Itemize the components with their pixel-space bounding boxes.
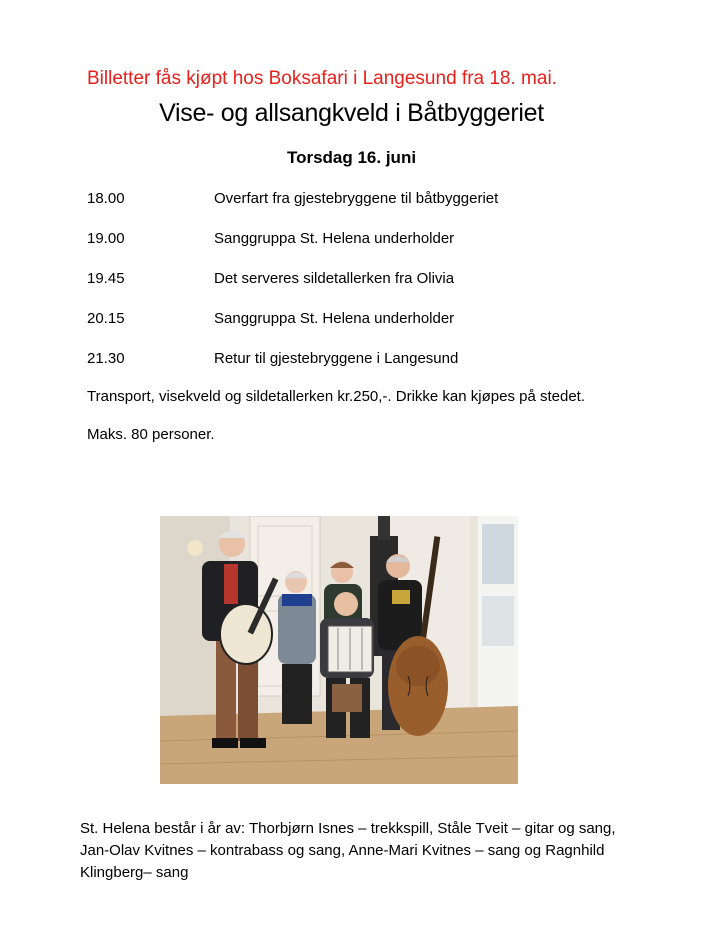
- schedule-description: Overfart fra gjestebryggene til båtbyggeriet: [214, 190, 499, 207]
- event-date: Torsdag 16. juni: [286, 148, 417, 167]
- schedule-description: Sanggruppa St. Helena underholder: [214, 310, 455, 327]
- schedule-description: Det serveres sildetallerken fra Olivia: [214, 270, 455, 287]
- schedule-time: 18.00: [87, 190, 125, 207]
- schedule-time: 20.15: [87, 310, 125, 327]
- ticket-notice: Billetter fås kjøpt hos Boksafari i Langesund fra 18. mai.: [87, 68, 557, 89]
- members-text: St. Helena består i år av: Thorbjørn Isnes – trekkspill, Ståle Tveit – gitar og sang, Jan-Olav Kvitnes – kontrabass og sang, Anne-Mari Kvitnes – sang og Ragnhild Klingberg– sang: [80, 820, 616, 881]
- schedule-time: 21.30: [87, 350, 125, 367]
- schedule-time: 19.00: [87, 230, 125, 247]
- schedule-description: Sanggruppa St. Helena underholder: [214, 230, 455, 247]
- schedule-time: 19.45: [87, 270, 125, 287]
- capacity-info: Maks. 80 personer.: [87, 426, 215, 443]
- band-photo: [160, 516, 518, 784]
- page-title: Vise- og allsangkveld i Båtbyggeriet: [159, 99, 544, 127]
- schedule-description: Retur til gjestebryggene i Langesund: [214, 350, 459, 367]
- price-info: Transport, visekveld og sildetallerken kr.250,-. Drikke kan kjøpes på stedet.: [87, 388, 586, 405]
